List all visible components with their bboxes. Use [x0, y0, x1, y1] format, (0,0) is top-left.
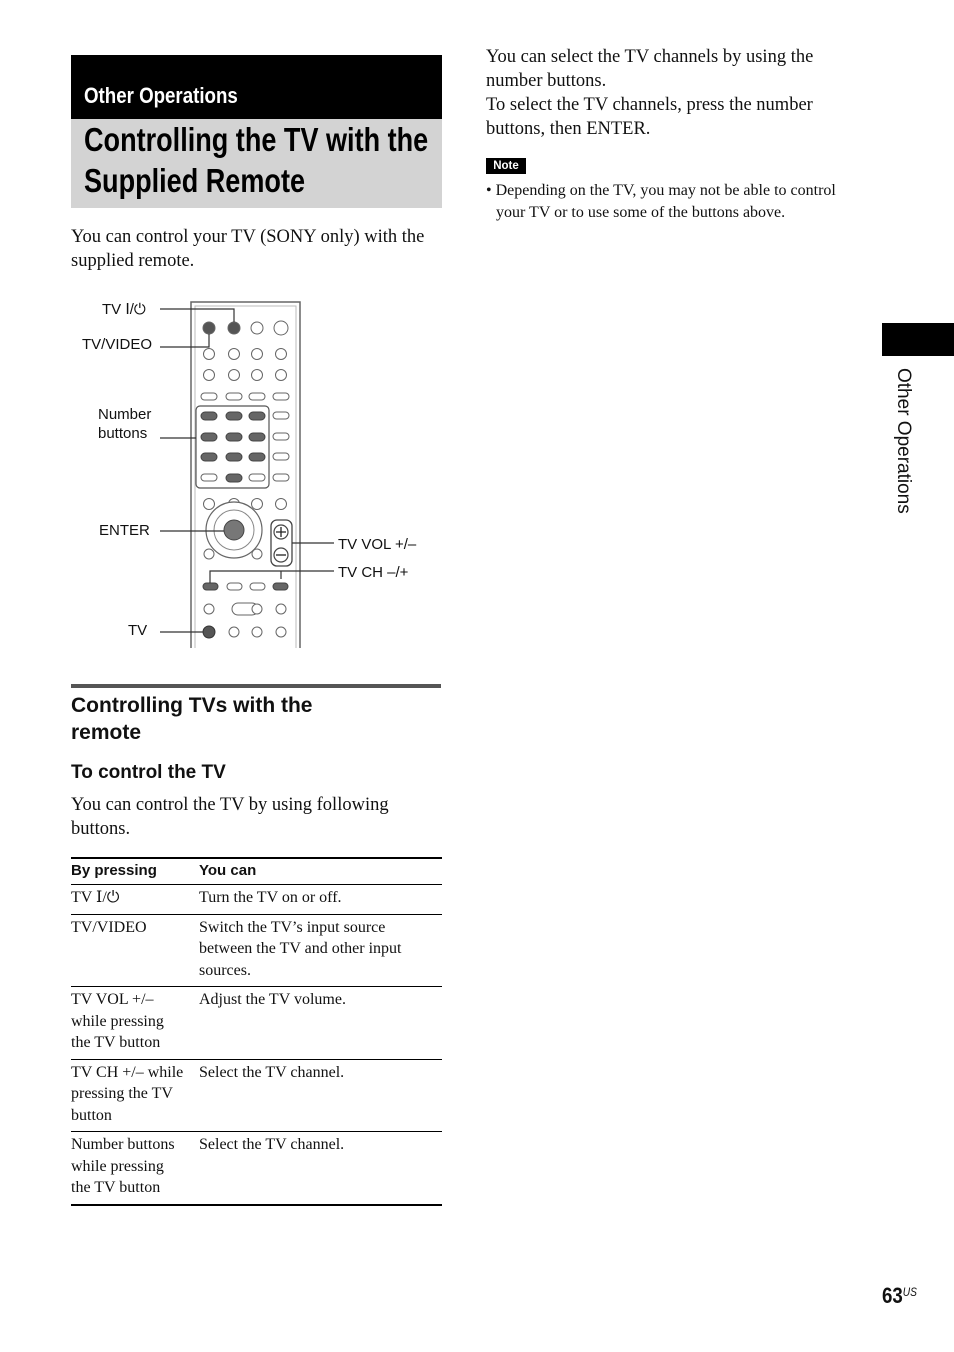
side-tab-marker — [882, 323, 954, 356]
right-paragraph-line-3: To select the TV channels, press the number — [486, 95, 813, 115]
right-paragraph-line-2: number buttons. — [486, 71, 607, 91]
table-cell-result: Adjust the TV volume. — [199, 987, 442, 1060]
label-tv-video: TV/VIDEO — [82, 336, 153, 353]
subsection-heading: To control the TV — [71, 762, 226, 783]
page-number-value: 63 — [882, 1283, 903, 1308]
label-number-1: Number — [98, 406, 152, 423]
note-text — [486, 180, 866, 223]
table-row — [71, 1132, 442, 1205]
section-heading-line-2: remote — [71, 721, 142, 744]
right-paragraph-line-1: You can select the TV channels by using the — [486, 47, 814, 67]
page-title-line-2: Supplied Remote — [84, 162, 306, 199]
table-row — [71, 1059, 442, 1132]
intro-line-1: You can control your TV (SONY only) with the — [71, 227, 425, 247]
label-tv-power: TV Ⅰ/⏻ — [102, 301, 146, 318]
table-cell-pressing: TV Ⅰ/⏻ — [71, 885, 199, 915]
table-header-row — [71, 858, 442, 885]
section-heading-line-1: Controlling TVs with the — [71, 694, 313, 717]
table-cell-pressing: TV CH +/– while pressing the TV button — [71, 1059, 199, 1132]
section-divider — [71, 684, 441, 688]
section-body-line-2: buttons. — [71, 819, 131, 839]
section-title: Other Operations — [84, 83, 238, 108]
section-body-line-1: You can control the TV by using following — [71, 795, 389, 815]
label-tv-ch: TV CH –/+ — [338, 564, 409, 581]
table-cell-pressing: Number buttons while pressing the TV button — [71, 1132, 199, 1205]
label-enter: ENTER — [99, 522, 150, 539]
section-body — [71, 793, 451, 841]
table-row — [71, 885, 442, 915]
intro-line-2: supplied remote. — [71, 251, 195, 271]
table-cell-result: Turn the TV on or off. — [199, 885, 442, 915]
section-header-bar — [71, 55, 442, 119]
remote-diagram — [70, 292, 450, 652]
page-number — [882, 1283, 917, 1309]
column-header-pressing: By pressing — [71, 858, 199, 885]
side-tab-label: Other Operations — [893, 368, 914, 514]
table-cell-pressing: TV VOL +/– while pressing the TV button — [71, 987, 199, 1060]
label-tv-vol: TV VOL +/– — [338, 536, 417, 553]
right-paragraph-line-4: buttons, then ENTER. — [486, 119, 651, 139]
operations-table — [71, 857, 442, 1206]
table-cell-result: Select the TV channel. — [199, 1059, 442, 1132]
note-line-1: • Depending on the TV, you may not be able to control — [486, 182, 836, 199]
label-tv: TV — [128, 622, 148, 639]
page-number-suffix: US — [902, 1285, 917, 1299]
table-cell-pressing: TV/VIDEO — [71, 914, 199, 987]
section-heading — [71, 692, 441, 746]
table-row — [71, 914, 442, 987]
note-badge: Note — [486, 158, 526, 174]
page-title-box — [71, 119, 442, 208]
table-cell-result: Select the TV channel. — [199, 1132, 442, 1205]
intro-paragraph — [71, 225, 451, 273]
table-cell-result: Switch the TV’s input source between the TV and other input sources. — [199, 914, 442, 987]
label-number-2: buttons — [98, 425, 148, 442]
column-header-you-can: You can — [199, 858, 442, 885]
page-title-line-1: Controlling the TV with the — [84, 121, 429, 158]
note-line-2: your TV or to use some of the buttons above. — [496, 203, 786, 221]
table-row — [71, 987, 442, 1060]
right-paragraph — [486, 45, 876, 141]
